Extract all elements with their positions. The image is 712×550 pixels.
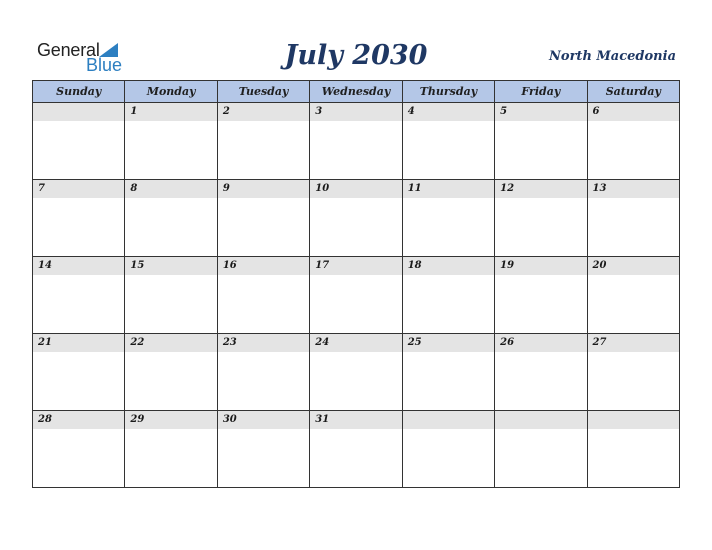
day-number: 19 (495, 257, 586, 275)
day-number: 26 (495, 334, 586, 352)
day-cell (33, 257, 125, 334)
day-number: 20 (588, 257, 679, 275)
day-number: 10 (310, 180, 401, 198)
day-number: 28 (33, 411, 124, 429)
day-cell (587, 411, 679, 488)
day-cell (310, 334, 402, 411)
weekday-header-row (33, 81, 680, 103)
calendar-grid (32, 80, 680, 488)
day-number: 8 (125, 180, 216, 198)
weekday-saturday: Saturday (587, 81, 679, 103)
day-cell (587, 257, 679, 334)
day-cell (217, 103, 309, 180)
day-cell (217, 257, 309, 334)
day-cell (402, 103, 494, 180)
day-number (588, 411, 679, 429)
weekday-friday: Friday (495, 81, 587, 103)
weekday-sunday: Sunday (33, 81, 125, 103)
day-cell (217, 334, 309, 411)
day-number: 1 (125, 103, 216, 121)
day-number: 21 (33, 334, 124, 352)
logo-blue-text: Blue (86, 55, 123, 75)
day-cell (495, 334, 587, 411)
day-number: 29 (125, 411, 216, 429)
day-number: 22 (125, 334, 216, 352)
day-cell (33, 180, 125, 257)
weekday-thursday: Thursday (402, 81, 494, 103)
day-cell (495, 103, 587, 180)
day-cell (587, 103, 679, 180)
day-number: 12 (495, 180, 586, 198)
day-cell (310, 257, 402, 334)
day-number: 9 (218, 180, 309, 198)
country-label: North Macedonia (549, 49, 676, 64)
day-number: 18 (403, 257, 494, 275)
day-number: 16 (218, 257, 309, 275)
day-number (403, 411, 494, 429)
day-cell (125, 103, 217, 180)
week-row-4 (33, 334, 680, 411)
day-number: 6 (588, 103, 679, 121)
day-cell (125, 411, 217, 488)
day-cell (125, 257, 217, 334)
day-number: 31 (310, 411, 401, 429)
logo (37, 40, 127, 76)
day-number (33, 103, 124, 121)
week-row-1 (33, 103, 680, 180)
day-cell (587, 180, 679, 257)
day-cell (402, 334, 494, 411)
day-number: 14 (33, 257, 124, 275)
day-cell (495, 411, 587, 488)
day-cell (402, 411, 494, 488)
day-number: 4 (403, 103, 494, 121)
logo-general-text: General (37, 40, 100, 60)
day-number: 30 (218, 411, 309, 429)
day-cell (310, 180, 402, 257)
day-number: 25 (403, 334, 494, 352)
week-row-5 (33, 411, 680, 488)
day-cell (33, 103, 125, 180)
day-number: 11 (403, 180, 494, 198)
day-number: 5 (495, 103, 586, 121)
day-cell (495, 180, 587, 257)
weekday-tuesday: Tuesday (217, 81, 309, 103)
day-number: 15 (125, 257, 216, 275)
day-cell (495, 257, 587, 334)
day-number: 17 (310, 257, 401, 275)
week-row-2 (33, 180, 680, 257)
day-cell (310, 103, 402, 180)
day-cell (125, 180, 217, 257)
day-number: 7 (33, 180, 124, 198)
day-number (495, 411, 586, 429)
day-number: 24 (310, 334, 401, 352)
day-cell (402, 180, 494, 257)
day-number: 27 (588, 334, 679, 352)
weekday-monday: Monday (125, 81, 217, 103)
day-cell (33, 334, 125, 411)
day-cell (217, 180, 309, 257)
day-cell (402, 257, 494, 334)
day-cell (217, 411, 309, 488)
day-cell (125, 334, 217, 411)
day-cell (33, 411, 125, 488)
week-row-3 (33, 257, 680, 334)
day-number: 13 (588, 180, 679, 198)
day-cell (310, 411, 402, 488)
day-number: 3 (310, 103, 401, 121)
day-number: 2 (218, 103, 309, 121)
day-cell (587, 334, 679, 411)
day-number: 23 (218, 334, 309, 352)
weekday-wednesday: Wednesday (310, 81, 402, 103)
page-title: July 2030 (284, 40, 428, 71)
